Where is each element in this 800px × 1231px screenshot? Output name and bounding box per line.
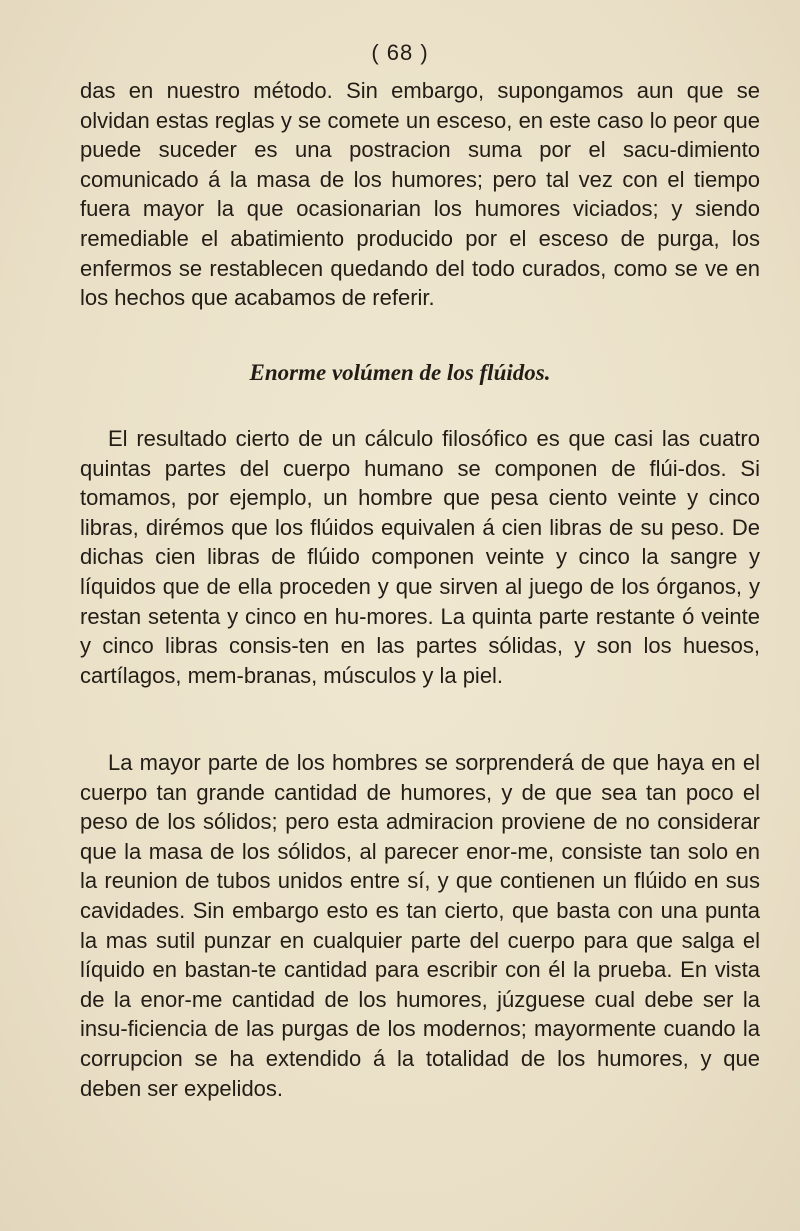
paragraph-3 <box>80 748 760 1103</box>
paragraph-text: La mayor parte de los hombres se sorprenderá de que haya en el cuerpo tan grande cantidad de humores, y de que sea tan poco el peso de los sólidos; pero esta admiracion proviene de no considerar que la masa de los sólidos, al parecer enor-me, consiste tan solo en la reunion de tubos unidos entre sí, y que contienen un flúido en sus cavidades. Sin embargo esto es tan cierto, que basta con una punta la mas sutil punzar en cualquier parte del cuerpo para que salga el líquido en bastan-te cantidad para escribir con él la prueba. En vista de la enor-me cantidad de los humores, júzguese cual debe ser la insu-ficiencia de las purgas de los modernos; mayormente cuando la corrupcion se ha extendido á la totalidad de los humores, y que deben ser expelidos. <box>80 750 760 1101</box>
paragraph-1 <box>80 76 760 313</box>
paragraph-text: das en nuestro método. Sin embargo, supongamos aun que se olvidan estas reglas y se comete un esceso, en este caso lo peor que puede suceder es una postracion suma por el sacu-dimiento comunicado á la masa de los humores; pero tal vez con el tiempo fuera mayor la que ocasionarian los humores viciados; y siendo remediable el abatimiento producido por el esceso de purga, los enfermos se restablecen quedando del todo curados, como se ve en los hechos que acabamos de referir. <box>80 78 760 311</box>
paragraph-text: El resultado cierto de un cálculo filosófico es que casi las cuatro quintas partes del cuerpo humano se componen de flúi-dos. Si tomamos, por ejemplo, un hombre que pesa ciento veinte y cinco libras, dirémos que los flúidos equivalen á cien libras de su peso. De dichas cien libras de flúido componen veinte y cinco la sangre y líquidos que de ella proceden y que sirven al juego de los órganos, y restan setenta y cinco en hu-mores. La quinta parte restante ó veinte y cinco libras consis-ten en las partes sólidas, y son los huesos, cartílagos, mem-branas, músculos y la piel. <box>80 426 760 688</box>
page-number: ( 68 ) <box>371 40 429 65</box>
paragraph-2 <box>80 424 760 690</box>
section-heading: Enorme volúmen de los flúidos. <box>249 360 551 385</box>
